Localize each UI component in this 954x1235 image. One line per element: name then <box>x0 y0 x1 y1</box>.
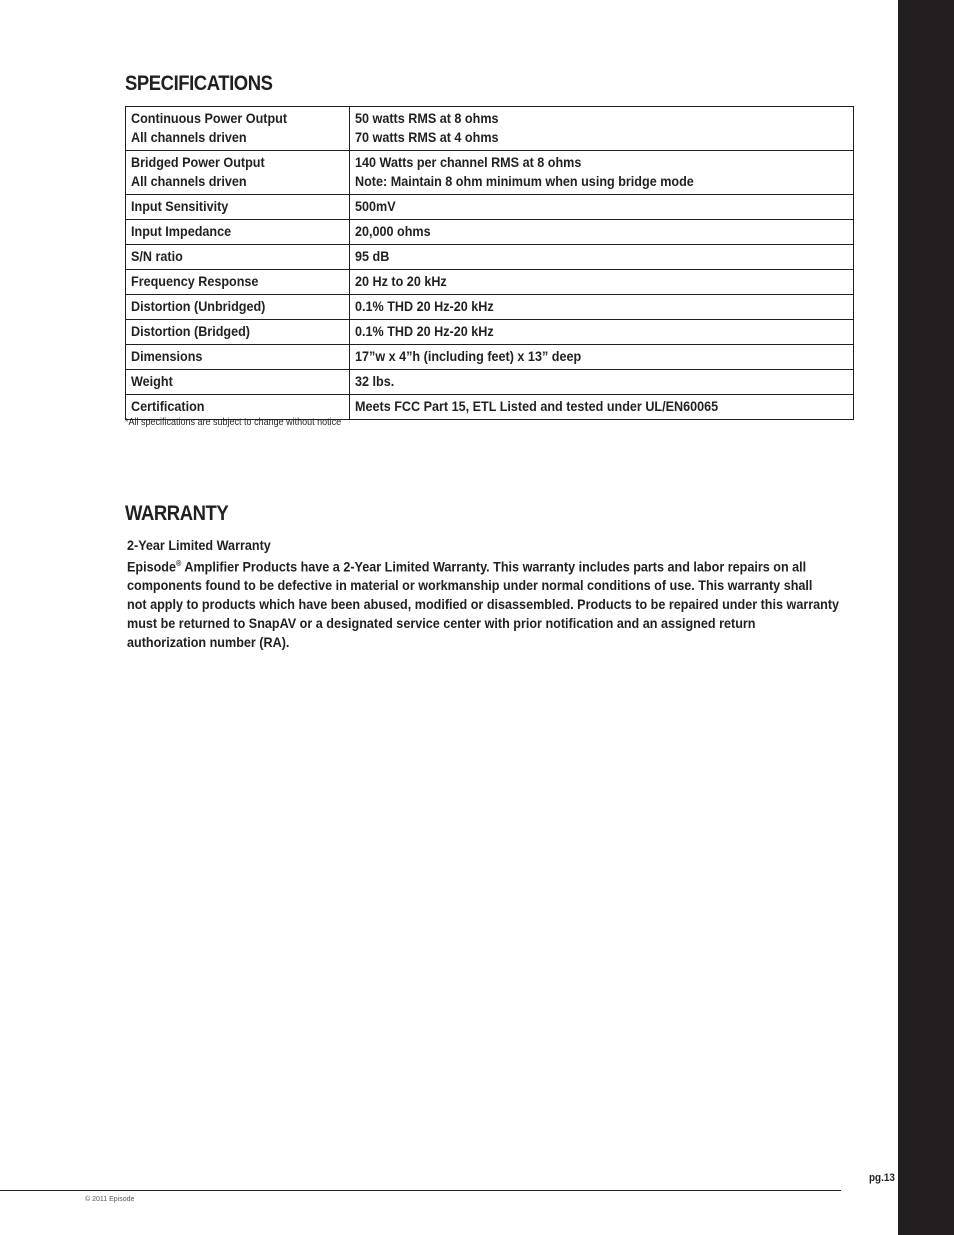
warranty-body <box>127 536 887 651</box>
spec-value-text: 500mV <box>355 198 396 214</box>
spec-value-text: 0.1% THD 20 Hz-20 kHz <box>355 323 494 339</box>
spec-label-text: Continuous Power Output <box>131 110 288 126</box>
spec-row <box>126 195 854 220</box>
spec-value-cell <box>350 345 854 370</box>
warranty-line-3: not apply to products which have been abused, modified or disassembled. Products to be repaired under this warranty <box>127 596 840 613</box>
spec-label-cell <box>126 370 350 395</box>
spec-row <box>126 320 854 345</box>
specifications-footnote: *All specifications are subject to change without notice <box>125 417 342 428</box>
spec-row <box>126 220 854 245</box>
footer-divider <box>0 1190 841 1191</box>
warranty-heading: 2-Year Limited Warranty <box>127 537 271 553</box>
specifications-table <box>125 106 854 420</box>
spec-value-cell <box>350 151 854 195</box>
warranty-line-2: components found to be defective in material or workmanship under normal conditions of use. This warranty shall <box>127 577 813 594</box>
warranty-line-1-text: Amplifier Products have a 2-Year Limited Warranty. This warranty includes parts and labor repairs on all <box>181 558 807 575</box>
spec-value-text: 32 lbs. <box>355 373 395 389</box>
spec-label-text: All channels driven <box>131 173 247 189</box>
spec-value-text: 20,000 ohms <box>355 223 431 239</box>
spec-value-text: 0.1% THD 20 Hz-20 kHz <box>355 298 494 314</box>
spec-label-text: Input Sensitivity <box>131 198 229 214</box>
spec-value-text: Note: Maintain 8 ohm minimum when using bridge mode <box>355 173 694 189</box>
spec-row <box>126 345 854 370</box>
spec-label-text: Distortion (Unbridged) <box>131 298 266 314</box>
spec-value-cell <box>350 295 854 320</box>
spec-label-text: Distortion (Bridged) <box>131 323 250 339</box>
spec-label-text: All channels driven <box>131 129 247 145</box>
spec-value-text: 20 Hz to 20 kHz <box>355 273 447 289</box>
spec-label-text: Dimensions <box>131 348 203 364</box>
spec-label-cell <box>126 395 350 420</box>
spec-value-text: Meets FCC Part 15, ETL Listed and tested under UL/EN60065 <box>355 398 719 414</box>
spec-value-text: 140 Watts per channel RMS at 8 ohms <box>355 154 582 170</box>
spec-value-cell <box>350 370 854 395</box>
spec-row <box>126 370 854 395</box>
spec-label-text: Bridged Power Output <box>131 154 265 170</box>
spec-value-cell <box>350 395 854 420</box>
spec-label-text: Weight <box>131 373 173 389</box>
spec-label-text: Frequency Response <box>131 273 259 289</box>
spec-label-cell <box>126 151 350 195</box>
spec-value-text: 50 watts RMS at 8 ohms <box>355 110 499 126</box>
spec-label-cell <box>126 320 350 345</box>
warranty-line-4: must be returned to SnapAV or a designated service center with prior notification and an assigned return <box>127 614 756 631</box>
copyright-notice: © 2011 Episode <box>85 1196 135 1203</box>
spec-row <box>126 295 854 320</box>
warranty-line-1 <box>127 555 811 576</box>
spec-label-text: S/N ratio <box>131 248 183 264</box>
spec-label-text: Certification <box>131 398 205 414</box>
spec-value-cell <box>350 270 854 295</box>
spec-label-cell <box>126 295 350 320</box>
spec-row <box>126 395 854 420</box>
spec-value-cell <box>350 195 854 220</box>
spec-label-cell <box>126 195 350 220</box>
spec-value-cell <box>350 220 854 245</box>
warranty-title: WARRANTY <box>125 502 229 525</box>
specifications-title: SPECIFICATIONS <box>125 72 273 95</box>
spec-row <box>126 270 854 295</box>
spec-row <box>126 107 854 151</box>
spec-value-cell <box>350 245 854 270</box>
spec-label-cell <box>126 270 350 295</box>
spec-row <box>126 245 854 270</box>
spec-row <box>126 151 854 195</box>
warranty-brand: Episode <box>127 558 177 575</box>
warranty-line-5: authorization number (RA). <box>127 633 290 650</box>
spec-label-cell <box>126 245 350 270</box>
spec-value-cell <box>350 107 854 151</box>
side-tab-bar <box>898 0 954 1235</box>
page-number: pg.13 <box>869 1172 895 1184</box>
spec-label-cell <box>126 107 350 151</box>
spec-label-cell <box>126 345 350 370</box>
registered-mark: ® <box>176 558 182 568</box>
spec-label-cell <box>126 220 350 245</box>
spec-value-text: 95 dB <box>355 248 390 264</box>
spec-value-cell <box>350 320 854 345</box>
spec-value-text: 70 watts RMS at 4 ohms <box>355 129 499 145</box>
spec-label-text: Input Impedance <box>131 223 232 239</box>
spec-value-text: 17”w x 4”h (including feet) x 13” deep <box>355 348 582 364</box>
